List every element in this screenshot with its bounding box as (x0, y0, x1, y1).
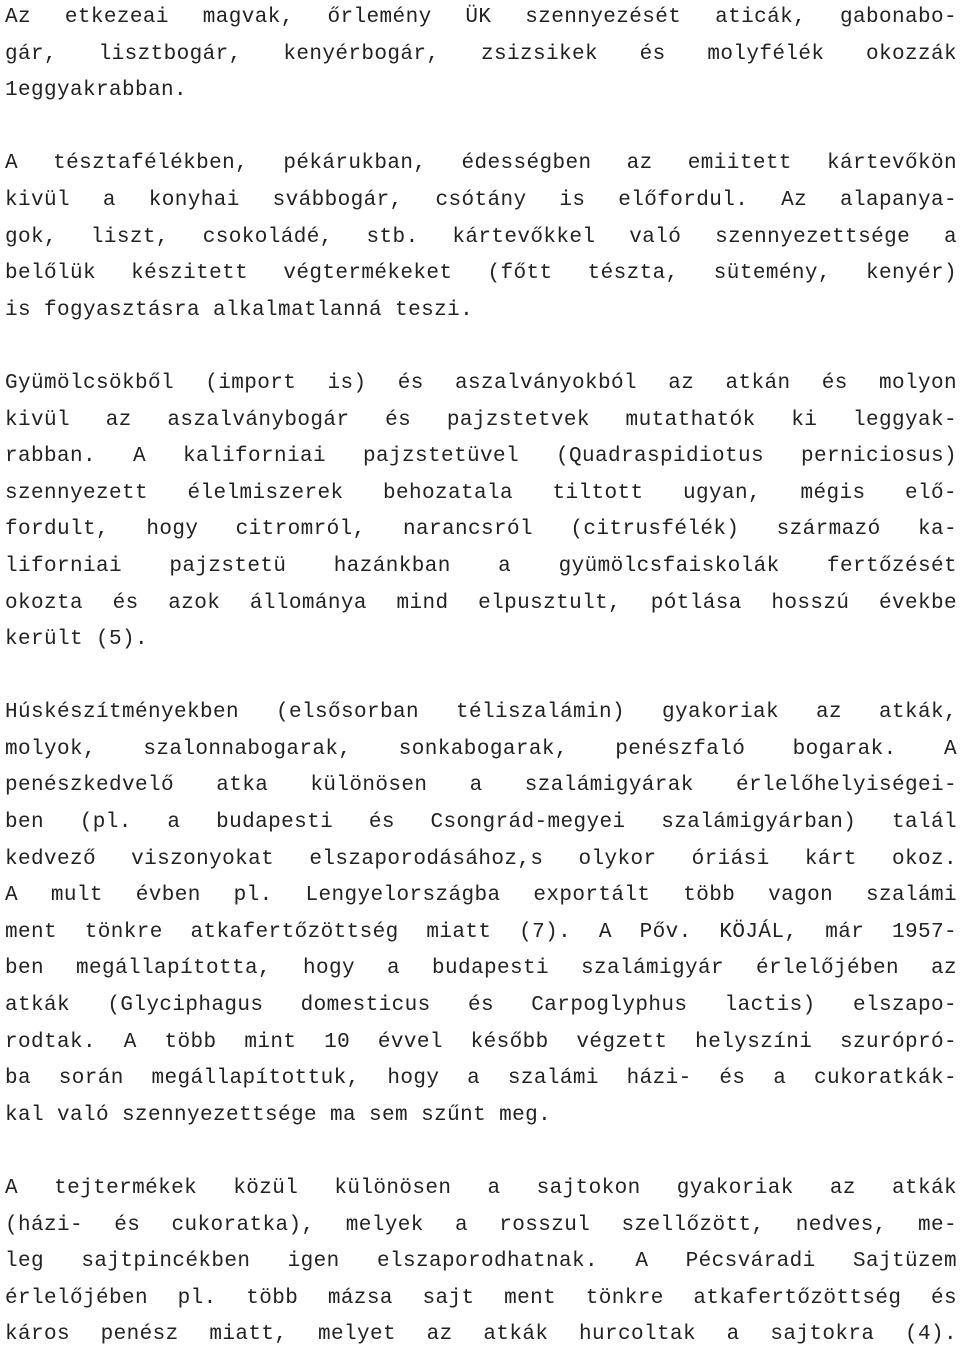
text-line: káros penész miatt, melyet az atkák hurcoltak a sajtokra (4). (5, 1323, 957, 1347)
text-line: belőlük készitett végtermékeket (főtt tészta, sütemény, kenyér) (5, 262, 957, 286)
text-line: érlelőjében pl. több mázsa sajt ment tönkre atkafertőzöttség és (5, 1286, 957, 1310)
text-line: rabban. A kaliforniai pajzstetüvel (Quadraspidiotus perniciosus) (5, 445, 957, 469)
paragraph-gap (5, 332, 957, 369)
text-line: gár, lisztbogár, kenyérbogár, zsizsikek és molyfélék okozzák (5, 42, 957, 66)
text-line: kivül az aszalványbogár és pajzstetvek mutathatók ki leggyak- (5, 408, 957, 432)
text-line: kedvező viszonyokat elszaporodásához,s olykor óriási kárt okoz. (5, 847, 957, 871)
text-line: A mult évben pl. Lengyelországba exportált több vagon szalámi (5, 884, 957, 908)
text-line: kal való szennyezettsége ma sem szűnt meg. (5, 1103, 552, 1127)
paragraph-cereals (5, 3, 957, 113)
text-line: gok, liszt, csokoládé, stb. kártevőkkel való szennyezettsége a (5, 225, 957, 249)
paragraph-gap (5, 662, 957, 699)
paragraph-dairy (5, 1174, 957, 1357)
text-line: atkák (Glyciphagus domesticus és Carpoglyphus lactis) elszapo- (5, 994, 957, 1018)
text-line: ment tönkre atkafertőzöttség miatt (7). A Pőv. KÖJÁL, már 1957- (5, 920, 957, 944)
text-line: 1eggyakrabban. (5, 79, 188, 103)
text-line: penészkedvelő atka különösen a szalámigyárak érlelőhelyiségei- (5, 774, 957, 798)
text-line: Gyümölcsökből (import is) és aszalványokból az atkán és molyon (5, 371, 957, 395)
paragraph-gap (5, 1137, 957, 1174)
text-line: okozta és azok állománya mind elpusztult, pótlása hosszú évekbe (5, 591, 957, 615)
text-line: A tésztafélékben, pékárukban, édességben az emiitett kártevőkön (5, 152, 957, 176)
paragraph-gap (5, 113, 957, 150)
text-line: ben megállapította, hogy a budapesti szalámigyár érlelőjében az (5, 957, 957, 981)
text-line: került (5). (5, 628, 149, 652)
document-page (5, 3, 957, 1357)
paragraph-pastry (5, 149, 957, 332)
text-line: A tejtermékek közül különösen a sajtokon gyakoriak az atkák (5, 1177, 957, 1200)
text-line: molyok, szalonnabogarak, sonkabogarak, penészfaló bogarak. A (5, 737, 957, 761)
text-line: fordult, hogy citromról, narancsról (citrusfélék) származó ka- (5, 518, 957, 542)
text-line: is fogyasztásra alkalmatlanná teszi. (5, 298, 474, 322)
paragraph-fruits (5, 369, 957, 662)
text-line: leg sajtpincékben igen elszaporodhatnak. A Pécsváradi Sajtüzem (5, 1250, 957, 1274)
text-line: ben (pl. a budapesti és Csongrád-megyei szalámigyárban) talál (5, 811, 957, 835)
paragraph-meat-products (5, 698, 957, 1137)
text-line: Az etkezeai magvak, őrlemény ÜK szennyezését aticák, gabonabo- (5, 6, 957, 29)
text-line: Húskészítményekben (elsősorban téliszalámin) gyakoriak az atkák, (5, 701, 957, 725)
text-line: (házi- és cukoratka), melyek a rosszul szellőzött, nedves, me- (5, 1213, 957, 1237)
text-line: rodtak. A több mint 10 évvel később végzett helyszíni szurópró- (5, 1030, 957, 1054)
text-line: kivül a konyhai svábbogár, csótány is előfordul. Az alapanya- (5, 188, 957, 212)
text-line: ba során megállapítottuk, hogy a szalámi házi- és a cukoratkák- (5, 1067, 957, 1091)
text-line: szennyezett élelmiszerek behozatala tiltott ugyan, mégis elő- (5, 481, 957, 505)
text-line: liforniai pajzstetü hazánkban a gyümölcsfaiskolák fertőzését (5, 554, 957, 578)
